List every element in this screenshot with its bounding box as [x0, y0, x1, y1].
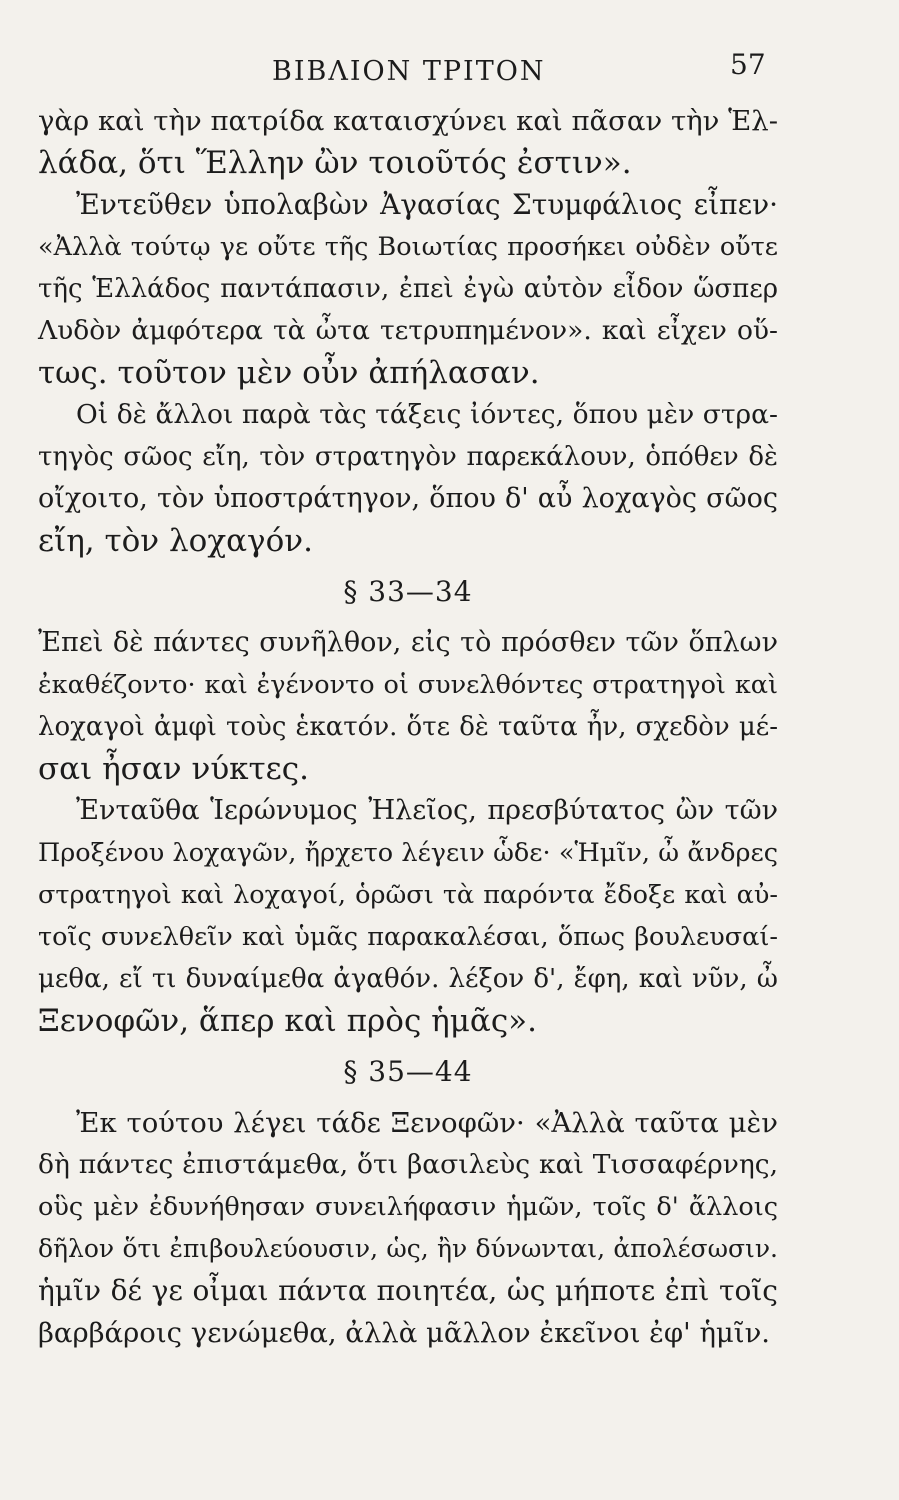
text-line: εἴη, τὸν λοχαγόν. [38, 523, 313, 559]
text-line: Οἱ δὲ ἄλλοι παρὰ τὰς τάξεις ἰόντες, ὅπου μὲν στρα- [76, 399, 778, 430]
text-line: Λυδὸν ἀμφότερα τὰ ὦτα τετρυπημένον». καὶ εἶχεν οὕ- [38, 315, 778, 346]
section-heading: § 35—44 [343, 1055, 473, 1088]
text-line: γὰρ καὶ τὴν πατρίδα καταισχύνει καὶ πᾶσαν τὴν Ἑλ- [38, 105, 778, 137]
text-line: σαι ἦσαν νύκτες. [38, 751, 309, 787]
text-line: Ἐπεὶ δὲ πάντες συνῆλθον, εἰς τὸ πρόσθεν τῶν ὅπλων [38, 627, 778, 658]
running-title: ΒΙΒΛΙΟΝ ΤΡΙΤΟΝ [272, 56, 546, 87]
text-line: δὴ πάντες ἐπιστάμεθα, ὅτι βασιλεὺς καὶ Τισσαφέρνης, [38, 1149, 778, 1180]
text-line: τοῖς συνελθεῖν καὶ ὑμᾶς παρακαλέσαι, ὅπως βουλευσαί- [38, 922, 778, 952]
text-line: οἴχοιτο, τὸν ὑποστράτηγον, ὅπου δ' αὖ λοχαγὸς σῶος [38, 483, 778, 514]
section-heading: § 33—34 [343, 575, 473, 608]
page-header [0, 48, 899, 98]
text-line: οὓς μὲν ἐδυνήθησαν συνειλήφασιν ἡμῶν, τοῖς δ' ἄλλοις [38, 1192, 778, 1222]
text-line: «Ἀλλὰ τούτῳ γε οὔτε τῆς Βοιωτίας προσήκει οὐδὲν οὔτε [38, 232, 778, 262]
text-line: βαρβάροις γενώμεθα, ἀλλὰ μᾶλλον ἐκεῖνοι ἐφ' ἡμῖν. [38, 1317, 771, 1349]
page-number: 57 [730, 48, 766, 81]
text-line: μεθα, εἴ τι δυναίμεθα ἀγαθόν. λέξον δ', ἔφη, καὶ νῦν, ὦ [38, 964, 778, 994]
text-line: στρατηγοὶ καὶ λοχαγοί, ὁρῶσι τὰ παρόντα ἔδοξε καὶ αὐ- [38, 880, 778, 910]
text-line: ἐκαθέζοντο· καὶ ἐγένοντο οἱ συνελθόντες στρατηγοὶ καὶ [38, 670, 778, 700]
text-line: δῆλον ὅτι ἐπιβουλεύουσιν, ὡς, ἢν δύνωνται, ἀπολέσωσιν. [38, 1234, 778, 1263]
text-line: Ἐνταῦθα Ἱερώνυμος Ἠλεῖος, πρεσβύτατος ὢν τῶν [76, 795, 778, 826]
text-line: Ξενοφῶν, ἅπερ καὶ πρὸς ἡμᾶς». [38, 1003, 537, 1039]
text-line: Ἐκ τούτου λέγει τάδε Ξενοφῶν· «Ἀλλὰ ταῦτα μὲν [76, 1107, 778, 1139]
text-line: τηγὸς σῶος εἴη, τὸν στρατηγὸν παρεκάλουν, ὁπόθεν δὲ [38, 442, 778, 472]
text-line: τῆς Ἑλλάδος παντάπασιν, ἐπεὶ ἐγὼ αὐτὸν εἶδον ὥσπερ [38, 274, 778, 304]
body-text [38, 100, 778, 1354]
text-line: λάδα, ὅτι Ἕλλην ὢν τοιοῦτός ἐστιν». [38, 145, 632, 181]
text-line: Προξένου λοχαγῶν, ἤρχετο λέγειν ὧδε· «Ἡμῖν, ὦ ἄνδρες [38, 838, 778, 868]
text-line: τως. τοῦτον μὲν οὖν ἀπήλασαν. [38, 355, 540, 391]
text-line: λοχαγοὶ ἀμφὶ τοὺς ἑκατόν. ὅτε δὲ ταῦτα ἦν, σχεδὸν μέ- [38, 712, 778, 742]
text-line: Ἐντεῦθεν ὑπολαβὼν Ἀγασίας Στυμφάλιος εἶπεν· [76, 188, 778, 221]
text-line: ἡμῖν δέ γε οἶμαι πάντα ποιητέα, ὡς μήποτε ἐπὶ τοῖς [38, 1274, 778, 1307]
